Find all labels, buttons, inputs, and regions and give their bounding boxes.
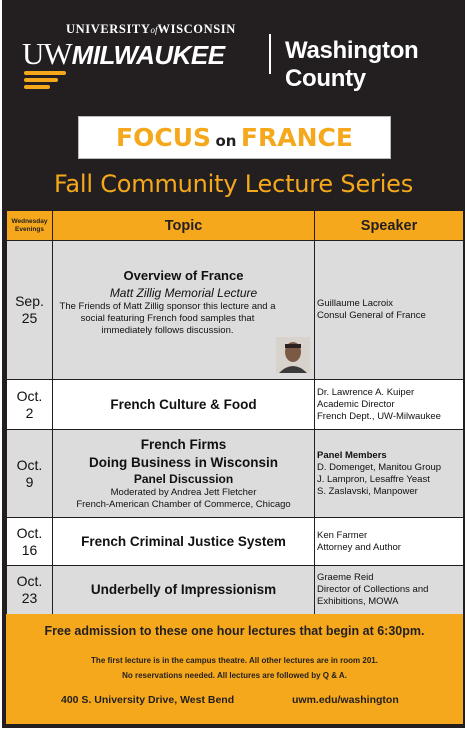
admission-note: Free admission to these one hour lectures that begin at 6:30pm. xyxy=(44,624,425,638)
lecture-speaker: Graeme Reid Director of Collections and Exhibitions, MOWA xyxy=(315,566,464,615)
column-header-topic: Topic xyxy=(53,211,315,241)
lecture-date: Sep. 25 xyxy=(7,241,53,380)
lecture-speaker: Guillaume Lacroix Consul General of France xyxy=(315,241,464,380)
lecture-poster xyxy=(2,0,465,728)
logo-swoosh-icon xyxy=(24,85,50,89)
lecture-date: Oct. 23 xyxy=(7,566,53,615)
table-header-row xyxy=(7,211,464,241)
header-divider xyxy=(269,34,271,74)
lecture-topic: Overview of France Matt Zillig Memorial Lecture The Friends of Matt Zillig sponsor this lecture and a social featuring French food samples that immediately follows discussion. xyxy=(53,241,315,380)
speaker-portrait-photo xyxy=(276,337,310,373)
lecture-topic: French Culture & Food xyxy=(53,380,315,430)
lecture-date: Oct. 9 xyxy=(7,430,53,518)
lecture-speaker: Dr. Lawrence A. Kuiper Academic Director French Dept., UW-Milwaukee xyxy=(315,380,464,430)
table-row xyxy=(7,241,464,380)
lecture-topic: French Firms Doing Business in Wisconsin Panel Discussion Moderated by Andrea Jett Fletcher French-American Chamber of Commerce, Chicago xyxy=(53,430,315,518)
lecture-schedule-table xyxy=(6,210,464,615)
county-name: Washington County xyxy=(285,37,419,92)
lecture-date: Oct. 16 xyxy=(7,518,53,566)
lecture-topic: Underbelly of Impressionism xyxy=(53,566,315,615)
website-link[interactable]: uwm.edu/washington xyxy=(292,694,399,706)
table-row xyxy=(7,430,464,518)
venue-note: The first lecture is in the campus theatre. All other lectures are in room 201. No reservations needed. All lectures are followed by Q & A. xyxy=(91,656,378,680)
column-header-day: Wednesday Evenings xyxy=(7,211,53,241)
university-wordmark: UNIVERSITYofWISCONSIN xyxy=(66,22,236,36)
logo-swoosh-icon xyxy=(24,71,66,75)
table-row xyxy=(7,380,464,430)
table-row xyxy=(7,566,464,615)
poster-footer xyxy=(6,614,463,724)
lecture-speaker: Ken Farmer Attorney and Author xyxy=(315,518,464,566)
lecture-date: Oct. 2 xyxy=(7,380,53,430)
logo-swoosh-icon xyxy=(24,78,58,82)
lecture-topic: French Criminal Justice System xyxy=(53,518,315,566)
series-title: Fall Community Lecture Series xyxy=(53,170,414,198)
table-row xyxy=(7,518,464,566)
lecture-speaker: Panel Members D. Domenget, Manitou Group J. Lampron, Lesaffre Yeast S. Zaslavski, Manpower xyxy=(315,430,464,518)
uwm-logo: UWMILWAUKEE xyxy=(22,36,225,71)
column-header-speaker: Speaker xyxy=(315,211,464,241)
campus-address: 400 S. University Drive, West Bend xyxy=(61,694,235,706)
focus-banner: FOCUS on FRANCE xyxy=(78,116,391,159)
